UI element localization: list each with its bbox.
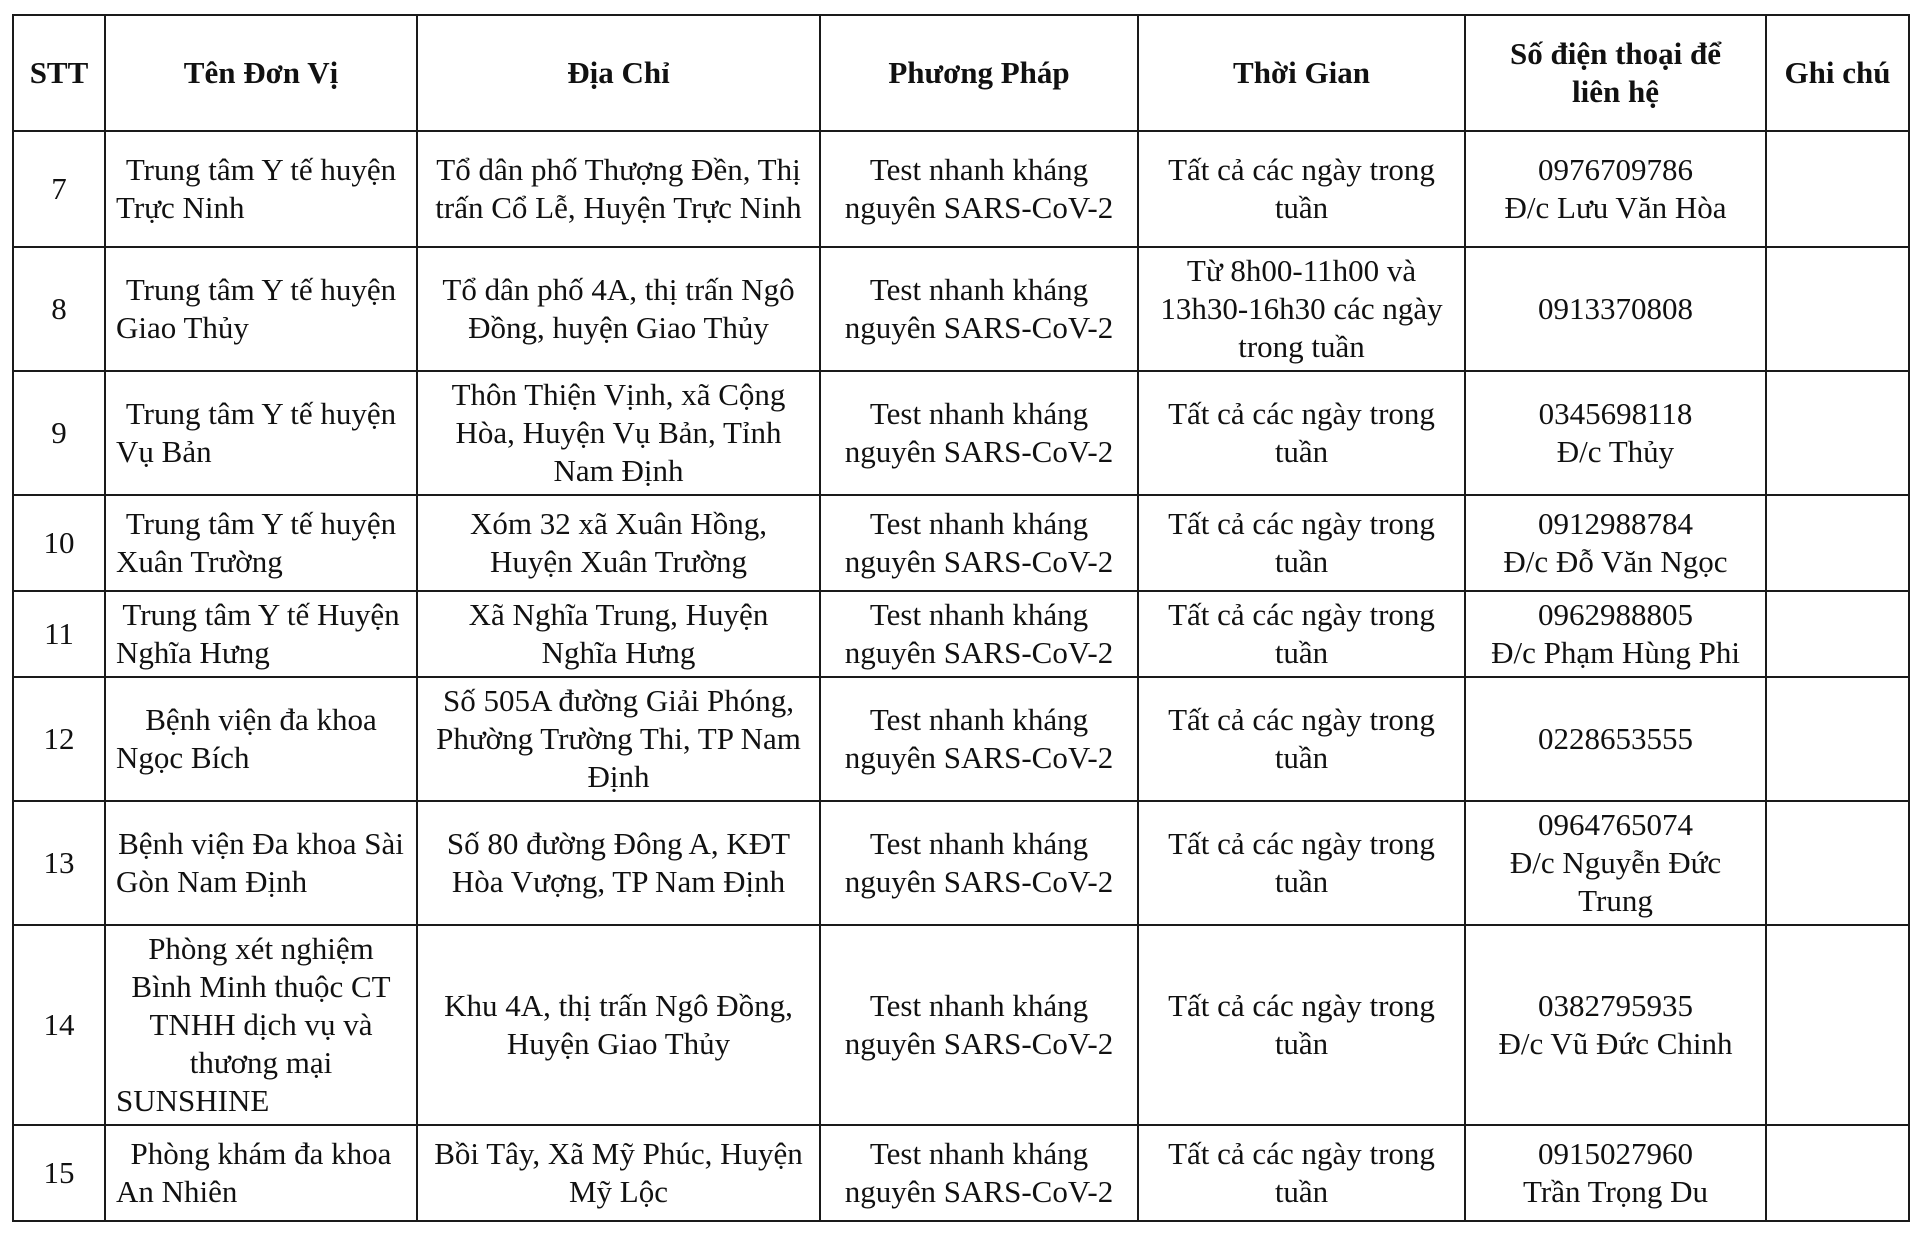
header-row: [13, 15, 1909, 131]
cell-time: Từ 8h00-11h00 và 13h30-16h30 các ngày trong tuần: [1138, 247, 1465, 371]
cell-method: Test nhanh kháng nguyên SARS-CoV-2: [820, 1125, 1138, 1221]
cell-note: [1766, 131, 1909, 247]
cell-time: Tất cả các ngày trong tuần: [1138, 131, 1465, 247]
cell-phone: [1465, 131, 1766, 247]
phone-number: 0913370808: [1538, 291, 1693, 326]
cell-stt: 11: [13, 591, 105, 677]
header-method: Phương Pháp: [820, 15, 1138, 131]
cell-method: Test nhanh kháng nguyên SARS-CoV-2: [820, 371, 1138, 495]
phone-number: 0962988805: [1538, 597, 1693, 632]
contact-person: Trần Trọng Du: [1523, 1174, 1708, 1209]
cell-address: Bồi Tây, Xã Mỹ Phúc, Huyện Mỹ Lộc: [417, 1125, 820, 1221]
cell-stt: 7: [13, 131, 105, 247]
cell-method: Test nhanh kháng nguyên SARS-CoV-2: [820, 801, 1138, 925]
cell-method: Test nhanh kháng nguyên SARS-CoV-2: [820, 247, 1138, 371]
cell-unit-name: Trung tâm Y tế huyện Xuân Trường: [105, 495, 417, 591]
header-time: Thời Gian: [1138, 15, 1465, 131]
contact-person: Đ/c Lưu Văn Hòa: [1504, 190, 1727, 225]
table-row: [13, 131, 1909, 247]
cell-phone: [1465, 247, 1766, 371]
cell-phone: [1465, 677, 1766, 801]
cell-address: Xóm 32 xã Xuân Hồng, Huyện Xuân Trường: [417, 495, 820, 591]
cell-note: [1766, 371, 1909, 495]
table-row: [13, 1125, 1909, 1221]
cell-unit-name: Trung tâm Y tế huyện Giao Thủy: [105, 247, 417, 371]
document-page: [12, 14, 1908, 1222]
cell-method: Test nhanh kháng nguyên SARS-CoV-2: [820, 925, 1138, 1125]
table-row: [13, 925, 1909, 1125]
cell-note: [1766, 677, 1909, 801]
cell-address: Thôn Thiện Vịnh, xã Cộng Hòa, Huyện Vụ Bản, Tỉnh Nam Định: [417, 371, 820, 495]
cell-stt: 9: [13, 371, 105, 495]
table-row: [13, 371, 1909, 495]
cell-unit-name: Phòng khám đa khoa An Nhiên: [105, 1125, 417, 1221]
cell-address: Xã Nghĩa Trung, Huyện Nghĩa Hưng: [417, 591, 820, 677]
phone-number: 0964765074: [1538, 807, 1693, 842]
cell-unit-name: Trung tâm Y tế huyện Vụ Bản: [105, 371, 417, 495]
table-row: [13, 495, 1909, 591]
contact-person: Đ/c Thủy: [1556, 434, 1675, 469]
cell-note: [1766, 591, 1909, 677]
cell-unit-name: Bệnh viện Đa khoa Sài Gòn Nam Định: [105, 801, 417, 925]
header-note: Ghi chú: [1766, 15, 1909, 131]
testing-sites-table: [12, 14, 1910, 1222]
phone-number: 0228653555: [1538, 721, 1693, 756]
cell-time: Tất cả các ngày trong tuần: [1138, 371, 1465, 495]
contact-person: Đ/c Đỗ Văn Ngọc: [1503, 544, 1728, 579]
cell-time: Tất cả các ngày trong tuần: [1138, 925, 1465, 1125]
cell-method: Test nhanh kháng nguyên SARS-CoV-2: [820, 495, 1138, 591]
contact-person: Đ/c Nguyễn Đức Trung: [1509, 845, 1722, 918]
cell-phone: [1465, 591, 1766, 677]
cell-unit-name: Phòng xét nghiệm Bình Minh thuộc CT TNHH dịch vụ và thương mại SUNSHINE: [105, 925, 417, 1125]
cell-note: [1766, 247, 1909, 371]
cell-address: Số 505A đường Giải Phóng, Phường Trường Thi, TP Nam Định: [417, 677, 820, 801]
cell-time: Tất cả các ngày trong tuần: [1138, 591, 1465, 677]
cell-unit-name: Bệnh viện đa khoa Ngọc Bích: [105, 677, 417, 801]
cell-time: Tất cả các ngày trong tuần: [1138, 1125, 1465, 1221]
cell-address: Khu 4A, thị trấn Ngô Đồng, Huyện Giao Thủy: [417, 925, 820, 1125]
phone-number: 0345698118: [1538, 396, 1693, 431]
cell-stt: 14: [13, 925, 105, 1125]
cell-stt: 13: [13, 801, 105, 925]
cell-stt: 8: [13, 247, 105, 371]
cell-address: Số 80 đường Đông A, KĐT Hòa Vượng, TP Nam Định: [417, 801, 820, 925]
table-row: [13, 801, 1909, 925]
cell-phone: [1465, 1125, 1766, 1221]
phone-number: 0382795935: [1538, 988, 1693, 1023]
table-row: [13, 247, 1909, 371]
cell-method: Test nhanh kháng nguyên SARS-CoV-2: [820, 131, 1138, 247]
contact-person: Đ/c Phạm Hùng Phi: [1491, 635, 1740, 670]
cell-unit-name: Trung tâm Y tế Huyện Nghĩa Hưng: [105, 591, 417, 677]
cell-time: Tất cả các ngày trong tuần: [1138, 801, 1465, 925]
table-row: [13, 677, 1909, 801]
header-name: Tên Đơn Vị: [105, 15, 417, 131]
cell-phone: [1465, 925, 1766, 1125]
table-body: [13, 131, 1909, 1221]
cell-time: Tất cả các ngày trong tuần: [1138, 677, 1465, 801]
cell-time: Tất cả các ngày trong tuần: [1138, 495, 1465, 591]
cell-note: [1766, 801, 1909, 925]
cell-address: Tổ dân phố 4A, thị trấn Ngô Đồng, huyện Giao Thủy: [417, 247, 820, 371]
cell-stt: 15: [13, 1125, 105, 1221]
cell-address: Tổ dân phố Thượng Đền, Thị trấn Cổ Lễ, Huyện Trực Ninh: [417, 131, 820, 247]
header-phone: [1465, 15, 1766, 131]
phone-number: 0915027960: [1538, 1136, 1693, 1171]
phone-number: 0912988784: [1538, 506, 1693, 541]
cell-phone: [1465, 495, 1766, 591]
header-address: Địa Chỉ: [417, 15, 820, 131]
header-phone-line2: liên hệ: [1572, 74, 1659, 109]
cell-note: [1766, 925, 1909, 1125]
cell-note: [1766, 1125, 1909, 1221]
cell-method: Test nhanh kháng nguyên SARS-CoV-2: [820, 591, 1138, 677]
contact-person: Đ/c Vũ Đức Chinh: [1498, 1026, 1733, 1061]
table-row: [13, 591, 1909, 677]
cell-unit-name: Trung tâm Y tế huyện Trực Ninh: [105, 131, 417, 247]
phone-number: 0976709786: [1538, 152, 1693, 187]
cell-phone: [1465, 371, 1766, 495]
cell-stt: 12: [13, 677, 105, 801]
header-phone-line1: Số điện thoại để: [1509, 36, 1722, 71]
cell-note: [1766, 495, 1909, 591]
header-stt: STT: [13, 15, 105, 131]
cell-method: Test nhanh kháng nguyên SARS-CoV-2: [820, 677, 1138, 801]
cell-stt: 10: [13, 495, 105, 591]
cell-phone: [1465, 801, 1766, 925]
